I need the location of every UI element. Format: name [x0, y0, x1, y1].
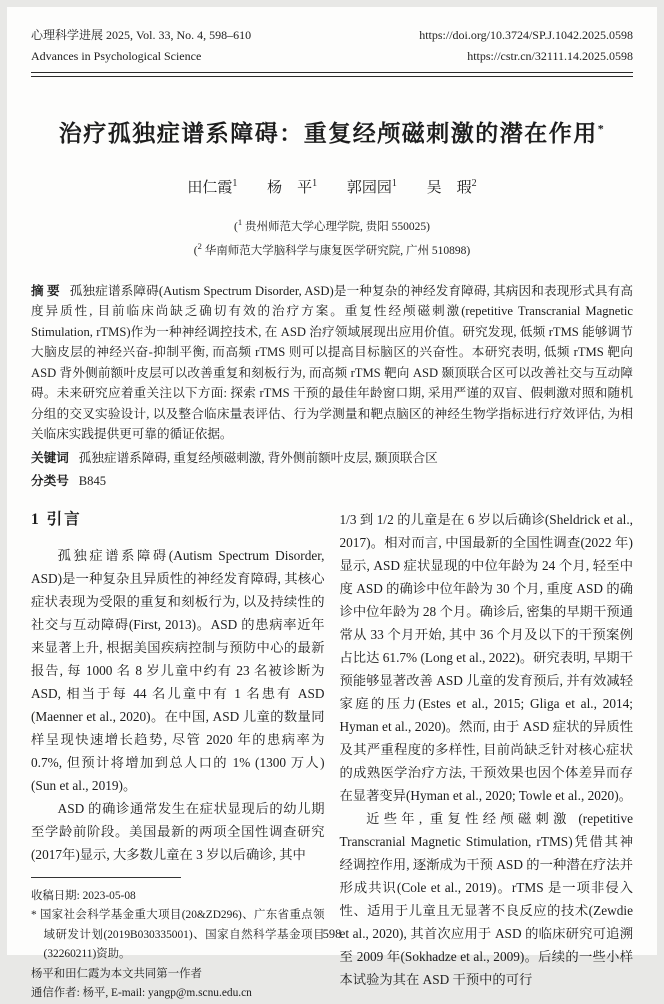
- body-paragraph: ASD 的确诊通常发生在症状显现后的幼儿期至学龄前阶段。美国最新的两项全国性调查研究(2017年)显示, 大多数儿童在 3 岁以后确诊, 其中: [31, 800, 325, 862]
- title-footnote-mark: *: [597, 121, 606, 136]
- footnote-divider-rule: [31, 877, 181, 878]
- paper-page: [7, 7, 657, 1000]
- affiliation-paren: (: [193, 244, 198, 257]
- author-name: 郭园园: [346, 180, 392, 196]
- footnote-first-authors: 杨平和田仁霞为本文共同第一作者: [31, 967, 202, 980]
- author-name: 吴 瑕: [426, 180, 472, 196]
- abstract-label: 摘 要: [31, 283, 60, 298]
- classification-label: 分类号: [31, 474, 69, 489]
- affiliation-paren: (: [234, 220, 238, 233]
- footnote-received-date: 收稿日期: 2023-05-08: [31, 889, 136, 902]
- affiliation-list: [31, 213, 633, 261]
- affiliation-text: 华南师范大学脑科学与康复医学研究院, 广州 510898): [201, 244, 471, 257]
- author-name: 杨 平: [267, 180, 313, 196]
- author: [427, 180, 477, 196]
- doi-url: https://doi.org/10.3724/SP.J.1042.2025.0598: [419, 28, 633, 42]
- affiliation-text: 贵州师范大学心理学院, 贵阳 550025): [242, 220, 430, 233]
- affiliation-line: [31, 237, 633, 261]
- abstract-block: [31, 281, 633, 445]
- journal-header: [31, 25, 633, 67]
- classification-value: B845: [78, 474, 107, 489]
- section-heading: 1 引言: [31, 510, 82, 528]
- footnote-corresponding-author: 通信作者: 杨平, E-mail: yangp@m.scnu.edu.cn: [31, 987, 252, 1000]
- keywords-label: 关键词: [31, 450, 69, 465]
- keywords-text: 孤独症谱系障碍, 重复经颅磁刺激, 背外侧前额叶皮层, 颞顶联合区: [78, 450, 438, 465]
- page-number: 598: [322, 927, 342, 941]
- author: [347, 180, 397, 196]
- affiliation-sup: 1: [237, 217, 243, 227]
- classification-line: [31, 471, 633, 492]
- body-paragraph: 近些年, 重复性经颅磁刺激 (repetitive Transcranial Magnetic Stimulation, rTMS)凭借其神经调控作用, 逐渐成为干预 ASD 的一种潜在疗法并形成共识(Cole et al., 2019)。rTMS 是一项非侵入性、适用于儿童且无显著不良反应的技术(Zewdie et al., 2020), 其首次应用于 ASD 的临床研究可追溯至 2009 年(Sokhadze et al., 2009)。后续的一些小样本试验为其在 ASD 干预中的可行: [339, 810, 633, 987]
- paper-title-text: 治疗孤独症谱系障碍：重复经颅磁刺激的潜在作用: [58, 121, 598, 146]
- abstract-text: 孤独症谱系障碍(Autism Spectrum Disorder, ASD)是一种复杂的神经发育障碍, 其病因和表现形式具有高度异质性, 目前临床尚缺乏确切有效的治疗方案。重复性经颅磁刺激(repetitive Transcranial Magnetic Stimulation, rTMS)作为一种神经调控技术, 在 ASD 治疗领域展现出应用价值。研究发现, 低频 rTMS 能够调节大脑皮层的神经兴奋-抑制平衡, 而高频 rTMS 则可以提高目标脑区的兴奋性。本研究表明, 低频 rTMS 靶向 ASD 背外侧前额叶皮层可以改善重复和刻板行为, 而高频 rTMS 靶向 ASD 颞顶联合区可以改善社交与互动障碍。未来研究应着重关注以下方面: 探索 rTMS 干预的最佳年龄窗口期, 采用严谨的双盲、假刺激对照和随机分组的交叉实验设计, 以及整合临床量表评估、行为学测量和靶点脑区的神经生物学指标进行疗效评估, 为相关临床实践提供更可靠的循证依据。: [31, 283, 633, 442]
- author-affil-sup: 1: [312, 178, 318, 189]
- author-affil-sup: 2: [471, 178, 477, 189]
- journal-title-cn: 心理科学进展 2025, Vol. 33, No. 4, 598–610: [31, 28, 252, 42]
- author-affil-sup: 1: [391, 178, 397, 189]
- footnote-funding: * 国家社会科学基金重大项目(20&ZD296)、广东省重点领域研发计划(2019B030335001)、国家自然科学基金项目(32260211)资助。: [31, 909, 325, 961]
- body-paragraph: 1/3 到 1/2 的儿童是在 6 岁以后确诊(Sheldrick et al., 2017)。相对而言, 中国最新的全国性调查(2022 年)显示, ASD 症状显现的中位年龄为 24 个月, 轻至中度 ASD 的确诊中位年龄为 30 个月, 重度 ASD 的确诊中位年龄为 28 个月。确诊后, 密集的早期干预通常从 33 个月开始, 其中 36 个月及以下的干预案例占比达 61.7% (Long et al., 2022)。研究表明, 早期干预能够显著改善 ASD 儿童的发育预后, 并有效减轻家庭的压力(Estes et al., 2015; Gliga et al., 2014; Hyman et al., 2020)。然而, 由于 ASD 症状的异质性及其严重程度的多样性, 目前尚缺乏针对核心症状的成熟医学治疗方法, 干预效果也因个体差异而存在显著变异(Hyman et al., 2020; Towle et al., 2020)。: [339, 511, 633, 803]
- author-affil-sup: 1: [232, 178, 238, 189]
- author: [267, 180, 317, 196]
- keywords-line: [31, 448, 633, 469]
- author-list: [31, 176, 633, 197]
- author-name: 田仁霞: [187, 180, 233, 196]
- header-divider-rule: [31, 72, 633, 77]
- cstr-url: https://cstr.cn/32111.14.2025.0598: [467, 49, 633, 63]
- affiliation-sup: 2: [197, 240, 202, 251]
- author: [187, 180, 237, 196]
- journal-title-en: Advances in Psychological Science: [31, 49, 202, 63]
- paper-title: [31, 115, 633, 148]
- affiliation-line: [31, 213, 633, 237]
- body-paragraph: 孤独症谱系障碍(Autism Spectrum Disorder, ASD)是一种复杂且异质性的神经发育障碍, 其核心症状表现为受限的重复和刻板行为, 以及持续性的社交与互动障碍(First, 2013)。ASD 的患病率近年来显著上升, 根据美国疾病控制与预防中心的最新报告, 每 1000 名 8 岁儿童中约有 23 名被诊断为 ASD, 相当于每 44 名儿童中有 1 名患有 ASD (Maenner et al., 2020)。在中国, ASD 儿童的数量同样呈现快速增长趋势, 尽管 2020 年的患病率为 0.7%, 但预计将增加到总人口的 1% (1300 万人) (Sun et al., 2019)。: [31, 547, 325, 793]
